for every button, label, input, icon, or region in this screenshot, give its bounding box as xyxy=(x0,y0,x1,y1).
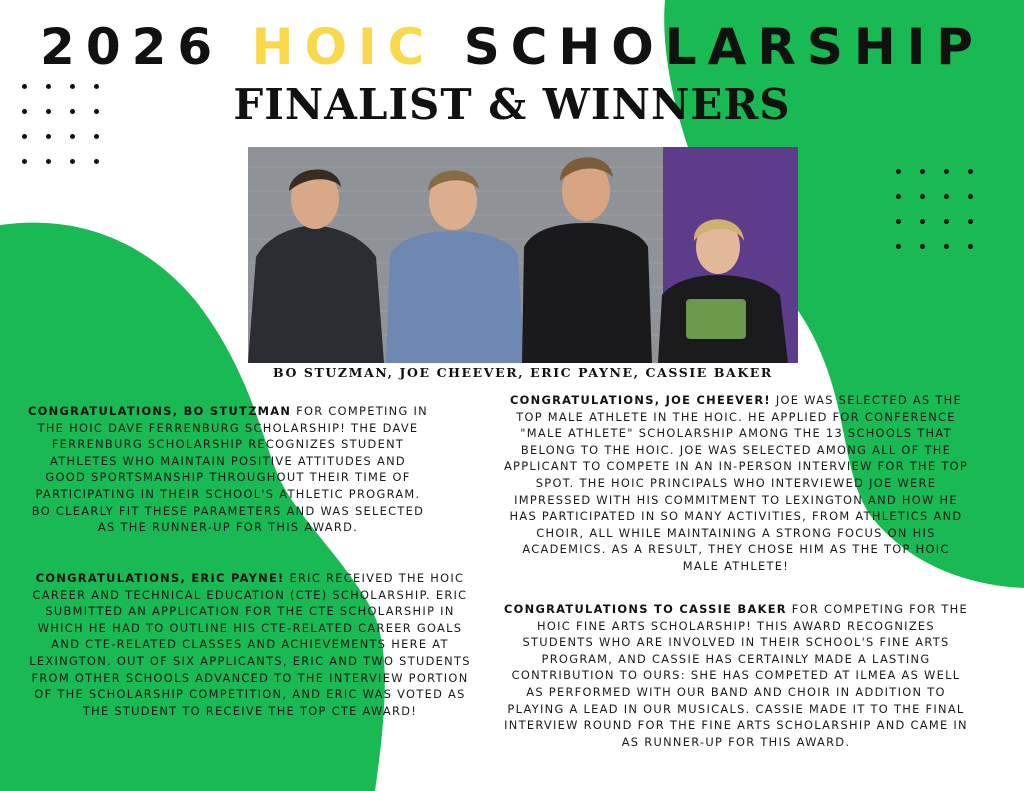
paragraph-bo-stutzman xyxy=(28,403,428,536)
paragraph-body: FOR COMPETING IN THE HOIC DAVE FERRENBURG SCHOLARSHIP! THE DAVE FERRENBURG SCHOLARSHIP RECOGNIZES STUDENT ATHLETES WHO MAINTAIN POSITIVE ATTITUDES AND GOOD SPORTSMANSHIP THROUGHOUT THEIR TIME OF PARTICIPATING IN THEIR SCHOOL'S ATHLETIC PROGRAM. BO CLEARLY FIT THESE PARAMETERS AND WAS SELECTED AS THE RUNNER-UP FOR THIS AWARD. xyxy=(31,404,428,535)
paragraph-lead: CONGRATULATIONS, ERIC PAYNE! xyxy=(35,571,285,585)
page-subtitle: FINALIST & WINNERS xyxy=(233,80,791,129)
paragraph-body: ERIC RECEIVED THE HOIC CAREER AND TECHNICAL EDUCATION (CTE) SCHOLARSHIP. ERIC SUBMITTED AN APPLICATION FOR THE CTE SCHOLARSHIP IN WHICH HE HAD TO OUTLINE HIS CTE-RELATED CAREER GOALS AND CTE-RELATED CLASSES AND ACHIEVEMENTS HERE AT LEXINGTON. OUT OF SIX APPLICANTS, ERIC AND TWO STUDENTS FROM OTHER SCHOOLS ADVANCED TO THE INTERVIEW PORTION OF THE SCHOLARSHIP COMPETITION, AND ERIC WAS VOTED AS THE STUDENT TO RECEIVE THE TOP CTE AWARD! xyxy=(29,571,471,718)
group-photo-illustration xyxy=(248,147,798,363)
title-year: 2026 xyxy=(40,18,224,76)
paragraph-cassie-baker xyxy=(503,601,969,750)
paragraph-lead: CONGRATULATIONS, BO STUTZMAN xyxy=(28,404,292,418)
title-word: SCHOLARSHIP xyxy=(463,18,984,76)
paragraph-lead: CONGRATULATIONS TO CASSIE BAKER xyxy=(503,602,787,616)
paragraph-lead: CONGRATULATIONS, JOE CHEEVER! xyxy=(509,393,771,407)
paragraph-body: JOE WAS SELECTED AS THE TOP MALE ATHLETE IN THE HOIC. HE APPLIED FOR CONFERENCE "MALE ATHLETE" SCHOLARSHIP AMONG THE 13 SCHOOLS THAT BELONG TO THE HOIC. JOE WAS SELECTED AMONG ALL OF THE APPLICANT TO COMPETE IN AN IN-PERSON INTERVIEW FOR THE TOP SPOT. THE HOIC PRINCIPALS WHO INTERVIEWED JOE WERE IMPRESSED WITH HIS COMMITMENT TO LEXINGTON AND HOW HE HAS PARTICIPATED IN SO MANY ACTIVITIES, FROM ATHLETICS AND CHOIR, ALL WHILE MAINTAINING A STRONG FOCUS ON HIS ACADEMICS. AS A RESULT, THEY CHOSE HIM AS THE TOP HOIC MALE ATHLETE! xyxy=(503,393,969,573)
paragraph-joe-cheever xyxy=(503,392,969,575)
paragraph-eric-payne xyxy=(22,570,478,719)
page-title xyxy=(0,18,1024,76)
photo-caption: BO STUZMAN, JOE CHEEVER, ERIC PAYNE, CASSIE BAKER xyxy=(273,365,773,380)
group-photo xyxy=(248,147,798,363)
dot-grid-right xyxy=(896,169,973,249)
dot-grid-left xyxy=(22,84,99,164)
title-accent: HOIC xyxy=(251,18,436,76)
paragraph-body: FOR COMPETING FOR THE HOIC FINE ARTS SCHOLARSHIP! THIS AWARD RECOGNIZES STUDENTS WHO ARE INVOLVED IN THEIR SCHOOL'S FINE ARTS PROGRAM, AND CASSIE HAS CERTAINLY MADE A LASTING CONTRIBUTION TO OURS: SHE HAS COMPETED AT ILMEA AS WELL AS PERFORMED WITH OUR BAND AND CHOIR IN ADDITION TO PLAYING A LEAD IN OUR MUSICALS. CASSIE MADE IT TO THE FINAL INTERVIEW ROUND FOR THE FINE ARTS SCHOLARSHIP AND CAME IN AS RUNNER-UP FOR THIS AWARD. xyxy=(504,602,969,749)
